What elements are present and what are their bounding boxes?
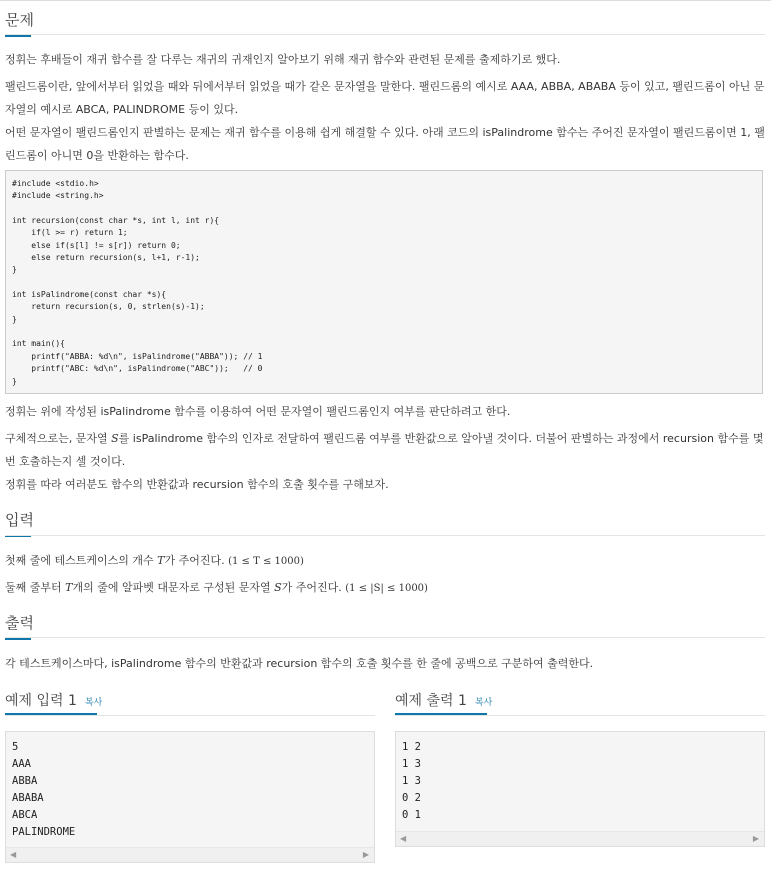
input-divider — [5, 535, 765, 536]
code-text: #include <stdio.h> #include <string.h> int recursion(const char *s, int l, int r){ if(l >= r) return 1; else if(s[l] != s[r]) return 0; else return recursion(s, l+1, r-1); } int isPalindrome(const char *s){ return recursion(s, 0, strlen(s)-1); } int main(){ printf("ABBA: %d\n", isPalindrome("ABBA")); // 1 printf("ABC: %d\n", isPalindrome("ABC")); // 0 } — [12, 179, 263, 386]
input-l1-range: (1 ≤ T ≤ 1000) — [228, 556, 304, 567]
input-l2-post: 가 주어진다. — [281, 581, 346, 594]
sample-output-title-text: 예제 출력 1 — [395, 693, 467, 709]
sample-input-title-text: 예제 입력 1 — [5, 693, 77, 709]
problem-paragraph-6: 정휘를 따라 여러분도 함수의 반환값과 recursion 함수의 호출 횟수를 구해보자. — [5, 478, 389, 491]
problem-paragraph-2: 팰린드롬이란, 앞에서부터 읽었을 때와 뒤에서부터 읽었을 때가 같은 문자열을 말한다. 팰린드롬의 예시로 AAA, ABBA, ABABA 등이 있고, 팰린드롬이 아닌 문자열의 예시로 ABCA, PALINDROME 등이 있다. — [5, 80, 765, 116]
math-var-t: T — [157, 554, 165, 567]
input-title-text: 입력 — [5, 511, 34, 529]
problem-paragraph-5 — [5, 427, 765, 473]
sample-input-title — [5, 690, 102, 710]
sample-output-scrollbar[interactable] — [396, 831, 764, 846]
input-l1-post: 가 주어진다. — [164, 554, 229, 567]
output-title-text: 출력 — [5, 614, 34, 632]
problem-section-title — [5, 9, 34, 35]
input-line-1 — [5, 549, 765, 573]
top-border — [0, 0, 771, 1]
sample-output-box[interactable] — [395, 731, 765, 847]
problem-divider — [5, 34, 765, 35]
sample-input-box[interactable] — [5, 731, 375, 863]
input-section-title — [5, 509, 34, 535]
sample-output-copy-button[interactable]: 복사 — [474, 698, 493, 708]
code-block[interactable] — [5, 170, 763, 394]
sample-input-divider — [5, 715, 375, 716]
p5-pre-text: 구체적으로는, 문자열 — [5, 432, 112, 445]
scroll-right-icon[interactable]: ▶ — [752, 834, 759, 843]
output-line-1: 각 테스트케이스마다, isPalindrome 함수의 반환값과 recursion 함수의 호출 횟수를 한 줄에 공백으로 구분하여 출력한다. — [5, 657, 594, 670]
scroll-left-icon[interactable]: ◀ — [10, 850, 17, 859]
sample-input-copy-button[interactable]: 복사 — [84, 698, 103, 708]
sample-output-content: 1 2 1 3 1 3 0 2 0 1 — [402, 741, 421, 821]
input-l2-pre: 둘째 줄부터 — [5, 581, 66, 594]
input-l2-range: (1 ≤ |S| ≤ 1000) — [345, 583, 428, 594]
problem-paragraph-3: 어떤 문자열이 팰린드롬인지 판별하는 문제는 재귀 함수를 이용해 쉽게 해결할 수 있다. 아래 코드의 isPalindrome 함수는 주어진 문자열이 팰린드롬이면 1, 팰린드롬이 아니면 0을 반환하는 함수다. — [5, 126, 765, 162]
sample-output-divider — [395, 715, 765, 716]
scroll-right-icon[interactable]: ▶ — [362, 850, 369, 859]
problem-paragraph-1: 정휘는 후배들이 재귀 함수를 잘 다루는 재귀의 귀재인지 알아보기 위해 재귀 함수와 관련된 문제를 출제하기로 했다. — [5, 53, 561, 66]
output-divider — [5, 637, 765, 638]
sample-output-title — [395, 690, 492, 710]
math-var-t: T — [65, 581, 73, 594]
output-title-underline — [5, 638, 31, 640]
output-section-title — [5, 612, 34, 638]
p5-post-text: 를 isPalindrome 함수의 인자로 전달하여 팰린드롬 여부를 반환값으로 알아낼 것이다. 더불어 판별하는 과정에서 recursion 함수를 몇 번 호출하는지 셀 것이다. — [5, 432, 764, 468]
input-l2-mid: 개의 줄에 알파벳 대문자로 구성된 문자열 — [72, 581, 275, 594]
input-l1-pre: 첫째 줄에 테스트케이스의 개수 — [5, 554, 158, 567]
sample-input-content: 5 AAA ABBA ABABA ABCA PALINDROME — [12, 741, 76, 838]
input-line-2 — [5, 576, 765, 600]
problem-title-underline — [5, 35, 31, 37]
math-var-s: S — [111, 432, 119, 445]
problem-paragraph-4: 정휘는 위에 작성된 isPalindrome 함수를 이용하여 어떤 문자열이 팰린드롬인지 여부를 판단하려고 한다. — [5, 405, 511, 418]
sample-input-scrollbar[interactable] — [6, 847, 374, 862]
scroll-left-icon[interactable]: ◀ — [400, 834, 407, 843]
math-var-s: S — [274, 581, 282, 594]
problem-title-text: 문제 — [5, 11, 34, 29]
